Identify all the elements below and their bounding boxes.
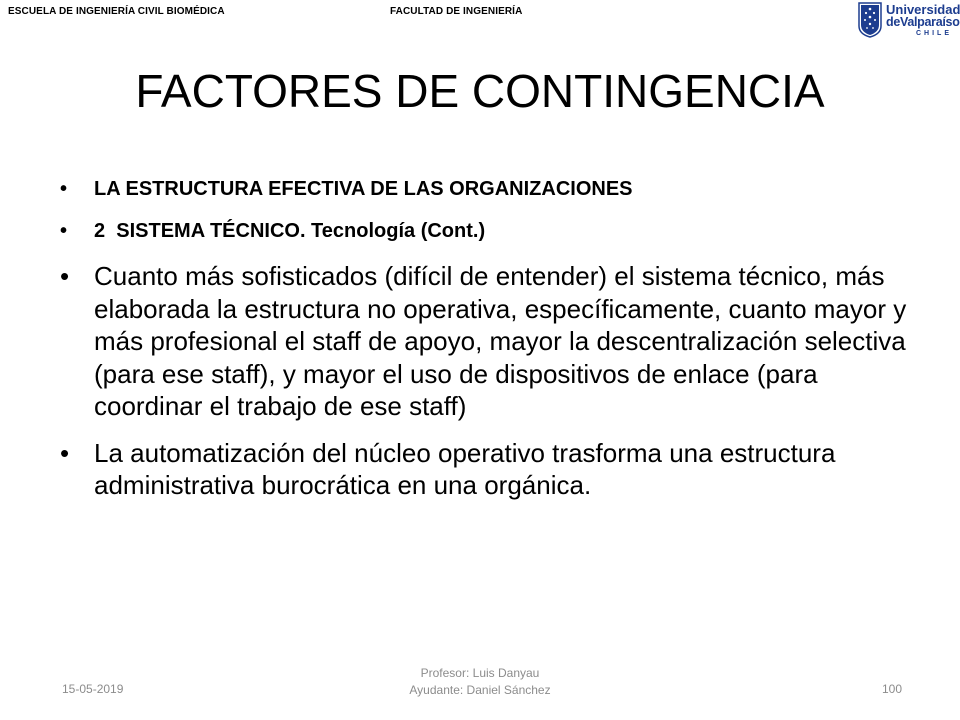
bullet-dot-icon: • xyxy=(60,437,70,468)
bullet-text: LA ESTRUCTURA EFECTIVA DE LAS ORGANIZACIONES xyxy=(94,178,633,200)
bullet-text: La automatización del núcleo operativo trasforma una estructura administrativa burocrática en una orgánica. xyxy=(94,437,836,500)
bullet-item xyxy=(60,170,920,208)
header-faculty: FACULTAD DE INGENIERÍA xyxy=(390,6,523,17)
footer-date: 15-05-2019 xyxy=(62,682,124,696)
university-logo xyxy=(856,0,960,44)
slide-title: FACTORES DE CONTINGENCIA xyxy=(135,65,825,117)
logo-line1: Universidad xyxy=(886,2,960,17)
bullet-text: 2 SISTEMA TÉCNICO. Tecnología (Cont.) xyxy=(94,220,486,242)
bullet-dot-icon: • xyxy=(60,178,68,200)
logo-country: CHILE xyxy=(916,30,952,37)
bullet-list xyxy=(60,170,920,502)
bullet-item xyxy=(60,212,920,250)
star-shield-icon xyxy=(858,2,882,38)
bullet-item xyxy=(60,437,920,502)
footer-professor: Profesor: Luis Danyau xyxy=(420,666,540,680)
bullet-dot-icon: • xyxy=(60,220,68,242)
bullet-text: Cuanto más sofisticados (difícil de entender) el sistema técnico, más elaborada la estructura no operativa, específicamente, cuanto mayor y más profesional el staff de apoyo, mayor la descentralización selectiva (para ese staff), y mayor el uso de dispositivos de enlace (para coordinar el trabajo de ese staff) xyxy=(94,261,907,421)
header-school: ESCUELA DE INGENIERÍA CIVIL BIOMÉDICA xyxy=(8,6,225,17)
bullet-item xyxy=(60,260,920,423)
page-number: 100 xyxy=(881,682,902,696)
footer-credits xyxy=(380,665,580,699)
logo-line2: deValparaíso xyxy=(886,15,960,29)
footer-assistant: Ayudante: Daniel Sánchez xyxy=(409,683,551,697)
bullet-dot-icon: • xyxy=(60,261,70,291)
